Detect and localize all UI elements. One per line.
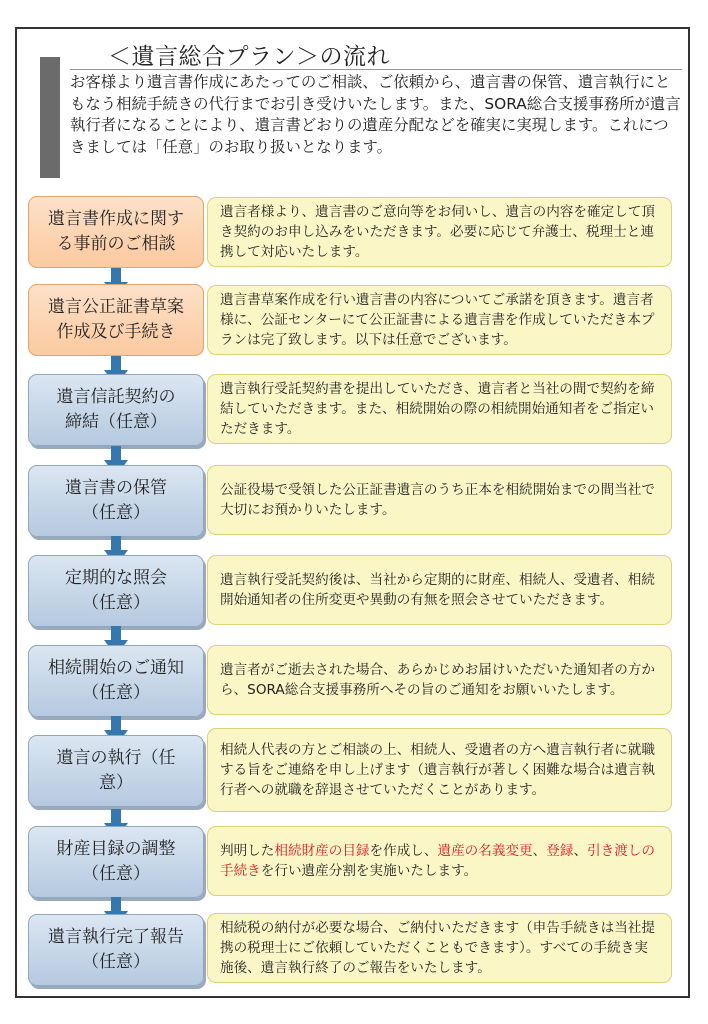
step-8-box: [28, 826, 204, 898]
step-9-description-text: 相続税の納付が必要な場合、ご納付いただきます（申告手続きは当社提携の税理士にご依頼していただくこともできます）。すべての手続き実施後、遺言執行終了のご報告をいたします。: [220, 920, 655, 976]
step-2-description: [207, 285, 672, 355]
step-5-box: [28, 555, 204, 627]
desc-highlight-segment: 登録: [546, 843, 574, 859]
step-2-description-text: 遺言書草案作成を行い遺言書の内容についてご承諾を頂きます。遺言者様に、公証センターにて公正証書による遺言書を作成していただき本プランは完了致します。以下は任意でございます。: [220, 292, 655, 348]
desc-highlight-segment: 相続財産の目録: [274, 843, 370, 859]
step-6-description-text: 遺言者がご逝去された場合、あらかじめお届けいただいた通知者の方から、SORA総合支援事務所へその旨のご通知をお願いいたします。: [220, 662, 655, 698]
step-7-box: [28, 735, 204, 807]
step-4-description: [207, 465, 672, 535]
step-5-label: 定期的な照会（任意）: [65, 568, 167, 613]
desc-text-segment: 、: [532, 843, 547, 859]
step-1-label: 遺言書作成に関する事前のご相談: [48, 209, 184, 254]
step-3-description-text: 遺言執行受託契約書を提出していただき、遺言者と当社の間で契約を締結していただきます。また、相続開始の際の相続開始通知者をご指定いただきます。: [220, 381, 655, 437]
step-6-box: [28, 645, 204, 717]
step-4-description-text: 公証役場で受領した公正証書遺言のうち正本を相続開始までの間当社で大切にお預かりいたします。: [220, 482, 655, 518]
step-9-description: [207, 913, 672, 983]
step-5-description: [207, 555, 672, 625]
step-9-box: [28, 914, 204, 986]
desc-highlight-segment: 遺産の名義変更: [437, 843, 533, 859]
step-7-description: [207, 728, 672, 812]
desc-highlight-segment: 引き渡しの手続き: [220, 843, 655, 879]
desc-text-segment: 判明した: [220, 843, 275, 859]
step-3-description: [207, 374, 672, 444]
page-title: ＜遺言総合プラン＞の流れ: [108, 44, 390, 70]
desc-text-segment: を作成し、: [369, 843, 438, 859]
step-1-description: [207, 197, 672, 267]
step-7-label: 遺言の執行（任意）: [56, 748, 176, 793]
step-3-box: [28, 374, 204, 446]
step-3-label: 遺言信託契約の締結（任意）: [56, 387, 176, 432]
step-6-description: [207, 645, 672, 715]
step-8-description-text: [220, 841, 661, 881]
step-4-label: 遺言書の保管（任意）: [65, 478, 167, 523]
step-2-label: 遺言公正証書草案作成及び手続き: [48, 297, 184, 342]
step-7-description-text: 相続人代表の方とご相談の上、相続人、受遺者の方へ遺言執行者に就職する旨をご連絡を申し上げます（遺言執行が著しく困難な場合は遺言執行者への就職を辞退させていただくことがあります。: [220, 742, 655, 798]
step-1-description-text: 遺言者様より、遺言書のご意向等をお伺いし、遺言の内容を確定して頂き契約のお申し込みをいただきます。必要に応じて弁護士、税理士と連携して対応いたします。: [220, 204, 655, 260]
step-4-box: [28, 465, 204, 537]
step-9-label: 遺言執行完了報告（任意）: [48, 927, 184, 972]
step-6-label: 相続開始のご通知（任意）: [48, 658, 184, 703]
intro-text: お客様より遺言書作成にあたってのご相談、ご依頼から、遺言書の保管、遺言執行にともなう相続手続きの代行までお引き受けいたします。また、SORA総合支援事務所が遺言執行者になることにより、遺言書どおりの遺産分配などを確実に実現します。これにつきましては「任意」のお取り扱いとなります。: [70, 69, 682, 158]
step-8-label: 財産目録の調整（任意）: [56, 839, 176, 884]
desc-text-segment: 、: [573, 843, 588, 859]
step-5-description-text: 遺言執行受託契約後は、当社から定期的に財産、相続人、受遺者、相続開始通知者の住所変更や異動の有無を照会させていただきます。: [220, 572, 655, 608]
step-2-box: [28, 284, 204, 356]
title-accent-bar: [40, 57, 60, 178]
step-8-description: [207, 826, 672, 896]
step-1-box: [28, 196, 204, 268]
desc-text-segment: を行い遺産分割を実施いたします。: [260, 863, 478, 879]
